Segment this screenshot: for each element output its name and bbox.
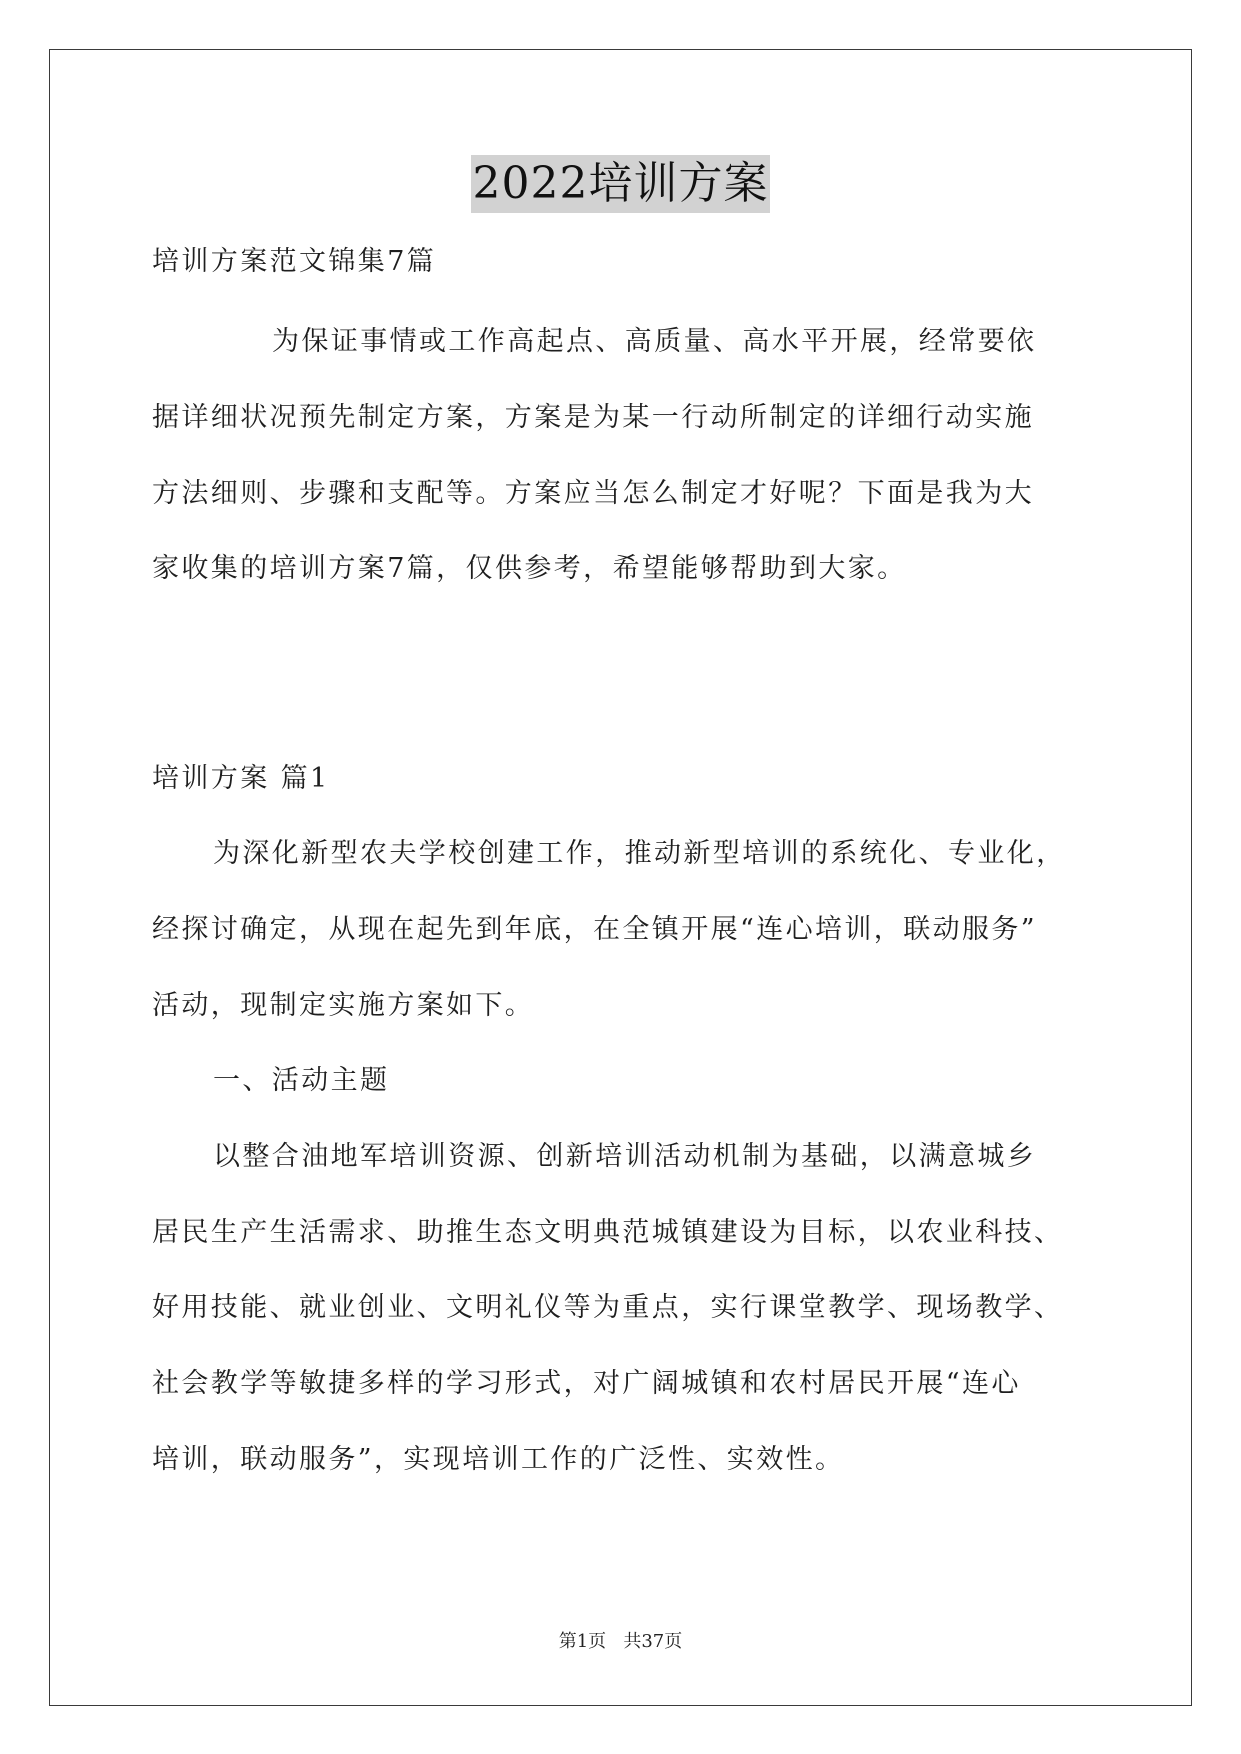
intro-paragraph-line: 方法细则、步骤和支配等。方案应当怎么制定才好呢？下面是我为大 xyxy=(152,478,1034,509)
subtitle-line: 培训方案范文锦集7篇 xyxy=(152,246,437,277)
body-paragraph-line: 以整合油地军培训资源、创新培训活动机制为基础，以满意城乡 xyxy=(213,1141,1037,1172)
intro-paragraph-line: 家收集的培训方案7篇，仅供参考，希望能够帮助到大家。 xyxy=(152,553,907,584)
body-paragraph-line: 好用技能、就业创业、文明礼仪等为重点，实行课堂教学、现场教学、 xyxy=(152,1292,1064,1323)
intro-paragraph-line: 为保证事情或工作高起点、高质量、高水平开展，经常要依 xyxy=(272,326,1037,357)
body-paragraph-line: 为深化新型农夫学校创建工作，推动新型培训的系统化、专业化， xyxy=(213,838,1066,869)
intro-paragraph-line: 据详细状况预先制定方案，方案是为某一行动所制定的详细行动实施 xyxy=(152,402,1034,433)
title-container xyxy=(0,155,1241,213)
body-paragraph-line: 社会教学等敏捷多样的学习形式，对广阔城镇和农村居民开展“连心 xyxy=(152,1368,1021,1399)
section-heading: 培训方案 篇1 xyxy=(152,763,330,794)
page-footer: 第1页 共37页 xyxy=(558,1631,683,1652)
body-paragraph-line: 活动，现制定实施方案如下。 xyxy=(152,990,535,1021)
body-paragraph-line: 居民生产生活需求、助推生态文明典范城镇建设为目标，以农业科技、 xyxy=(152,1217,1064,1248)
subsection-heading: 一、活动主题 xyxy=(213,1065,390,1096)
body-paragraph-line: 培训，联动服务”，实现培训工作的广泛性、实效性。 xyxy=(152,1444,845,1475)
document-title: 2022培训方案 xyxy=(471,155,771,213)
body-paragraph-line: 经探讨确定，从现在起先到年底，在全镇开展“连心培训，联动服务” xyxy=(152,914,1038,945)
